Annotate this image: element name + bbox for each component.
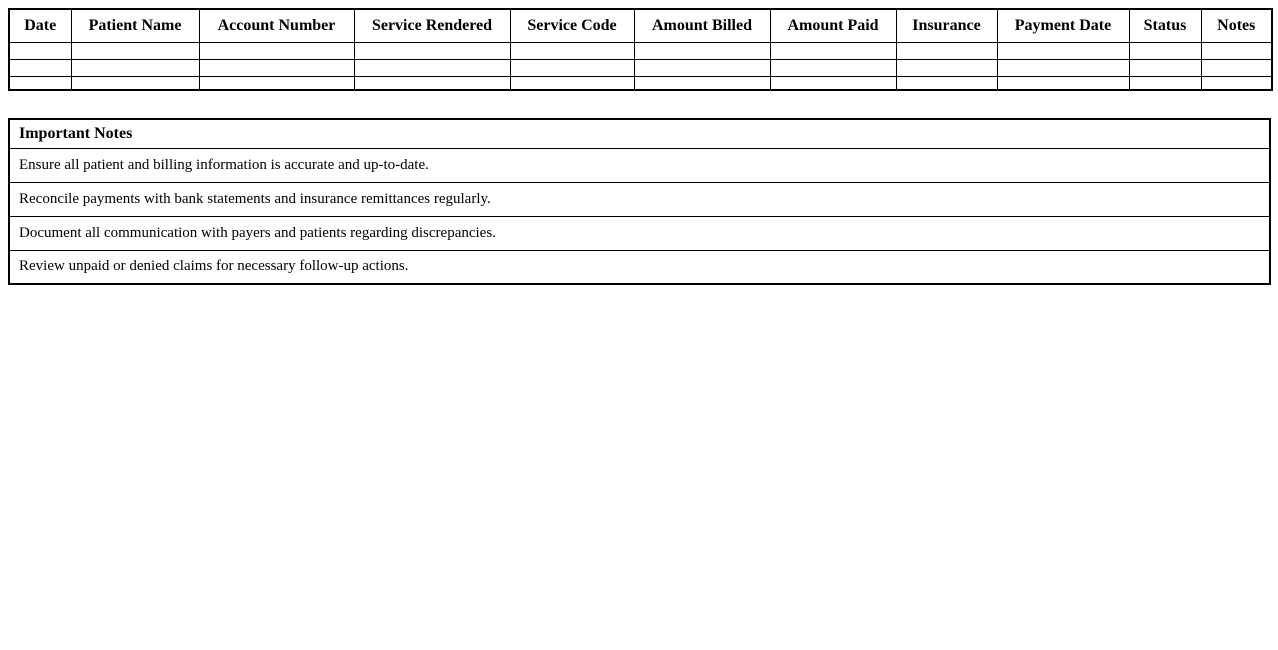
empty-cell [634, 42, 770, 59]
note-row [9, 148, 1270, 182]
empty-cell [199, 42, 354, 59]
empty-cell [1201, 59, 1272, 76]
note-row [9, 216, 1270, 250]
empty-cell [1129, 42, 1201, 59]
note-text: Reconcile payments with bank statements and insurance remittances regularly. [9, 182, 1270, 216]
billing-table [8, 8, 1273, 91]
empty-cell [9, 59, 71, 76]
billing-empty-row [9, 76, 1272, 90]
empty-cell [634, 59, 770, 76]
empty-cell [896, 59, 997, 76]
note-row [9, 250, 1270, 284]
column-header-account-number: Account Number [199, 9, 354, 42]
empty-cell [354, 59, 510, 76]
column-header-insurance: Insurance [896, 9, 997, 42]
notes-header-row [9, 119, 1270, 148]
empty-cell [354, 42, 510, 59]
column-header-status: Status [1129, 9, 1201, 42]
empty-cell [997, 76, 1129, 90]
column-header-amount-billed: Amount Billed [634, 9, 770, 42]
empty-cell [997, 42, 1129, 59]
important-notes-table [8, 118, 1271, 285]
empty-cell [997, 59, 1129, 76]
billing-empty-row [9, 42, 1272, 59]
empty-cell [1201, 42, 1272, 59]
note-row [9, 182, 1270, 216]
note-text: Document all communication with payers and patients regarding discrepancies. [9, 216, 1270, 250]
empty-cell [770, 59, 896, 76]
empty-cell [71, 76, 199, 90]
empty-cell [510, 59, 634, 76]
empty-cell [770, 76, 896, 90]
empty-cell [1129, 59, 1201, 76]
note-text: Ensure all patient and billing information is accurate and up-to-date. [9, 148, 1270, 182]
empty-cell [896, 42, 997, 59]
empty-cell [354, 76, 510, 90]
empty-cell [1201, 76, 1272, 90]
column-header-amount-paid: Amount Paid [770, 9, 896, 42]
empty-cell [71, 42, 199, 59]
empty-cell [199, 59, 354, 76]
column-header-payment-date: Payment Date [997, 9, 1129, 42]
empty-cell [510, 42, 634, 59]
notes-title: Important Notes [9, 119, 1270, 148]
empty-cell [770, 42, 896, 59]
column-header-service-code: Service Code [510, 9, 634, 42]
empty-cell [1129, 76, 1201, 90]
table-gap-spacer [8, 91, 1270, 118]
column-header-date: Date [9, 9, 71, 42]
billing-empty-row [9, 59, 1272, 76]
note-text: Review unpaid or denied claims for necessary follow-up actions. [9, 250, 1270, 284]
empty-cell [9, 76, 71, 90]
column-header-notes: Notes [1201, 9, 1272, 42]
billing-header-row [9, 9, 1272, 42]
empty-cell [510, 76, 634, 90]
empty-cell [9, 42, 71, 59]
column-header-service-rendered: Service Rendered [354, 9, 510, 42]
empty-cell [71, 59, 199, 76]
empty-cell [896, 76, 997, 90]
empty-cell [199, 76, 354, 90]
column-header-patient-name: Patient Name [71, 9, 199, 42]
empty-cell [634, 76, 770, 90]
